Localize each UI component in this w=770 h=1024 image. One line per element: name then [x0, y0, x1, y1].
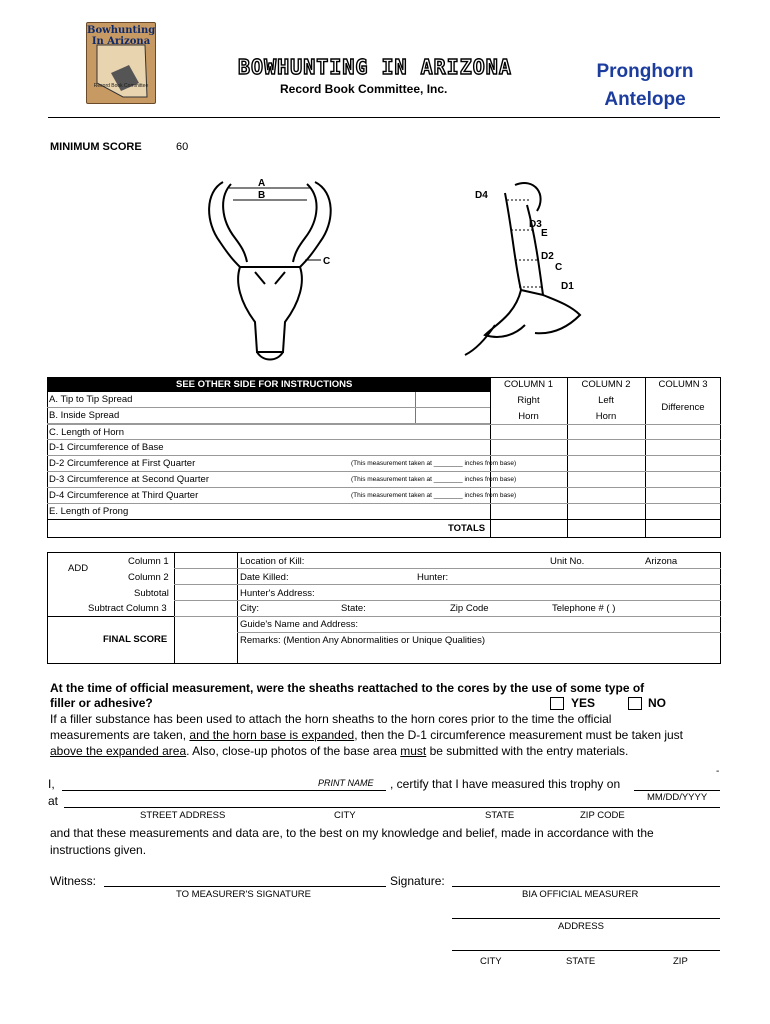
date-format: MM/DD/YYYY [647, 792, 708, 803]
filler-paragraph-2 [50, 728, 683, 742]
no-label: NO [648, 696, 666, 710]
row-label-d3: D-3 Circumference at Second Quarter [49, 474, 209, 485]
address-caption: ADDRESS [558, 921, 604, 932]
column2-label: Column 2 [128, 572, 169, 583]
measurer-city-line[interactable] [452, 950, 720, 951]
to-measurer-caption: TO MEASURER'S SIGNATURE [176, 889, 312, 900]
col2-title: COLUMN 2 [581, 379, 631, 390]
label-d3: D3 [529, 219, 542, 230]
note-d3: (This measurement taken at ________ inches from base) [351, 476, 517, 483]
question-line1: At the time of official measurement, were the sheaths reattached to the cores by the use of some type of [50, 681, 645, 695]
subtotal-label: Subtotal [134, 588, 169, 599]
score-line-3 [174, 600, 237, 601]
label-d2: D2 [541, 251, 554, 262]
col1-sub1: Right [517, 395, 540, 406]
note-d2: (This measurement taken at ________ inches from base) [351, 460, 517, 467]
measurer-address-line[interactable] [452, 918, 720, 919]
score-line-2 [174, 584, 237, 585]
signature-line[interactable] [452, 886, 720, 887]
label-d4: D4 [475, 190, 488, 201]
unit-label: Unit No. [550, 556, 585, 567]
date-killed-label: Date Killed: [240, 572, 289, 583]
table-row-a [47, 392, 490, 408]
hunter-label: Hunter: [417, 572, 449, 583]
column1-label: Column 1 [128, 556, 169, 567]
label-b: B [258, 190, 266, 201]
at-label: at [48, 794, 59, 808]
table-row-d4 [47, 488, 721, 504]
note-d4: (This measurement taken at ________ inches from base) [351, 492, 517, 499]
witness-line[interactable] [104, 886, 386, 887]
witness-label: Witness: [50, 874, 97, 888]
table-row-d1 [47, 440, 721, 456]
p2c: , then the D-1 circumference measurement must be taken just [354, 728, 684, 742]
species-line2: Antelope [604, 89, 686, 110]
final-score-label: FINAL SCORE [103, 634, 168, 645]
p3c: must [400, 744, 427, 758]
state2-caption: STATE [566, 956, 596, 967]
table-row-d3 [47, 472, 721, 488]
city2-caption: CITY [480, 956, 502, 967]
label-e: E [541, 228, 548, 239]
row-label-a: A. Tip to Tip Spread [49, 394, 133, 405]
label-c: C [323, 256, 331, 267]
subtract-label: Subtract Column 3 [88, 603, 167, 614]
state-caption: STATE [485, 810, 515, 821]
row-label-b: B. Inside Spread [49, 410, 120, 421]
info-line-2 [237, 584, 721, 585]
totals-label: TOTALS [448, 523, 486, 534]
row-label-e: E. Length of Prong [49, 506, 129, 517]
print-name-label: PRINT NAME [318, 778, 374, 788]
col2-sub2: Horn [595, 411, 617, 422]
side-horn-diagram [455, 175, 600, 370]
label-a: A [258, 178, 266, 189]
logo [86, 22, 156, 104]
info-line-1 [237, 568, 721, 569]
state-label: State: [341, 603, 366, 614]
logo-sub: Record Book Committee [93, 83, 149, 89]
table-row-b [47, 408, 490, 424]
row-label-d2: D-2 Circumference at First Quarter [49, 458, 196, 469]
location-label: Location of Kill: [240, 556, 305, 567]
yes-checkbox[interactable] [550, 697, 564, 710]
p3b: . Also, close-up photos of the base area [186, 744, 401, 758]
zip-label: Zip Code [450, 603, 489, 614]
city-label: City: [240, 603, 259, 614]
arizona-map-icon [93, 43, 151, 101]
dash-mark: - [716, 766, 720, 777]
table-row-d2 [47, 456, 721, 472]
min-score-value: 60 [176, 141, 189, 153]
question-line2: filler or adhesive? [50, 696, 153, 710]
print-name-line[interactable] [62, 790, 386, 791]
col3-sub: Difference [661, 402, 705, 413]
p2b: and the horn base is expanded [189, 728, 355, 742]
city-caption: CITY [334, 810, 356, 821]
subtitle: Record Book Committee, Inc. [280, 82, 448, 96]
table-row-e [47, 504, 721, 520]
zip-code-caption: ZIP CODE [580, 810, 625, 821]
info-line-3 [237, 600, 721, 601]
row-label-d4: D-4 Circumference at Third Quarter [49, 490, 199, 501]
col1-title: COLUMN 1 [503, 379, 554, 390]
address-line[interactable] [64, 807, 720, 808]
table-header: SEE OTHER SIDE FOR INSTRUCTIONS [176, 379, 353, 390]
filler-paragraph-3 [50, 744, 628, 758]
header-divider [48, 117, 720, 118]
label-d1: D1 [561, 281, 574, 292]
hunter-address-label: Hunter's Address: [240, 588, 315, 599]
no-checkbox[interactable] [628, 697, 642, 710]
signature-label: Signature: [390, 874, 445, 888]
arizona-label: Arizona [645, 556, 678, 567]
statement-line1: and that these measurements and data are, to the best on my knowledge and belief, made in accordance with the [50, 826, 654, 840]
score-line-1 [174, 568, 237, 569]
col1-sub2: Horn [518, 411, 539, 422]
add-label: ADD [68, 563, 89, 574]
label-c-side: C [555, 262, 563, 273]
row-label-d1: D-1 Circumference of Base [49, 442, 164, 453]
street-address-label: STREET ADDRESS [140, 810, 226, 821]
logo-line1: Bowhunting [87, 25, 156, 36]
info-line-5 [237, 632, 721, 633]
guide-label: Guide's Name and Address: [240, 619, 358, 630]
table-row-c [47, 424, 721, 440]
min-score-label: MINIMUM SCORE [50, 141, 142, 153]
info-line-4 [174, 616, 721, 617]
main-title: BOWHUNTING IN ARIZONA [238, 55, 512, 79]
statement-line2: instructions given. [50, 843, 147, 857]
p2a: measurements are taken, [50, 728, 190, 742]
i-label: I, [48, 777, 55, 791]
p3a: above the expanded area [50, 744, 187, 758]
p3d: be submitted with the entry materials. [426, 744, 629, 758]
yes-label: YES [571, 696, 596, 710]
telephone-label: Telephone # ( ) [552, 603, 616, 614]
species-line1: Pronghorn [596, 61, 694, 82]
front-skull-diagram [195, 172, 345, 367]
date-line[interactable] [634, 790, 720, 791]
bia-caption: BIA OFFICIAL MEASURER [522, 889, 639, 900]
col2-sub1: Left [598, 395, 614, 406]
species-title [585, 58, 705, 114]
filler-paragraph-1: If a filler substance has been used to attach the horn sheaths to the horn cores prior to the time the official [50, 712, 612, 726]
remarks-label: Remarks: (Mention Any Abnormalities or Unique Qualities) [240, 635, 485, 646]
row-label-c: C. Length of Horn [49, 427, 124, 438]
col3-title: COLUMN 3 [658, 379, 708, 390]
certify-text: , certify that I have measured this trophy on [390, 777, 621, 791]
zip2-caption: ZIP [673, 956, 688, 967]
logo-line2: In Arizona [91, 36, 151, 47]
